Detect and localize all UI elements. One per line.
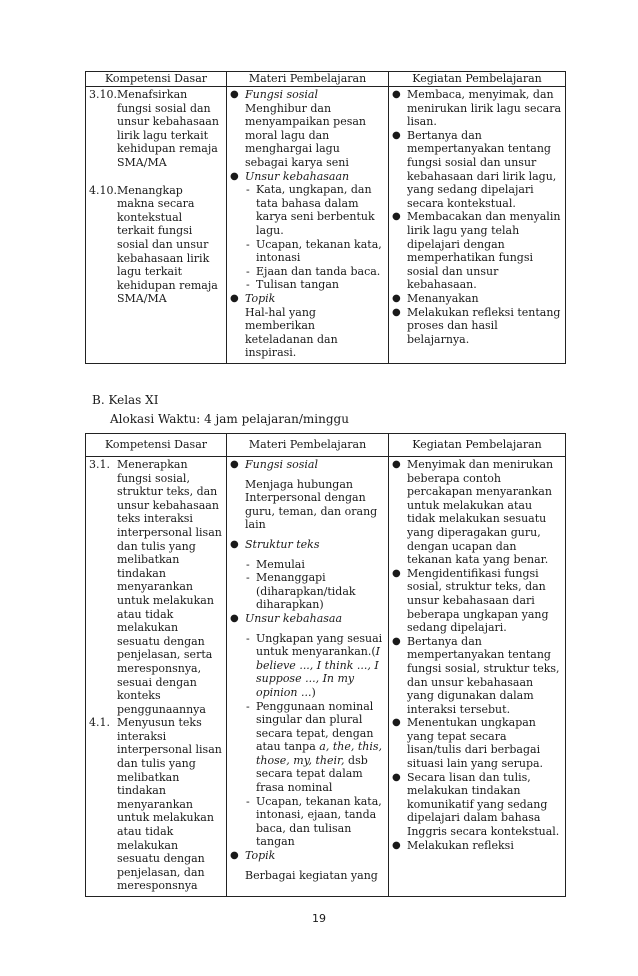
list-item: ● Secara lisan dan tulis, melakukan tindakan komunikatif yang sedang dipelajari dalam bahasa Inggris secara kontekstual.: [392, 770, 560, 839]
materi-subitem: - Ejaan dan tanda baca.: [246, 264, 381, 278]
header-kompetensi: Kompetensi Dasar: [86, 434, 227, 457]
materi-subitem: - Ucapan, tekanan kata, intonasi, ejaan, tanda baca, dan tulisan tangan: [246, 794, 382, 849]
list-item: ● Menyimak dan menirukan beberapa contoh percakapan menyarankan untuk melakukan atau tidak melakukan sesuatu yang diperagakan guru, dengan ucapan dan tekanan kata yang benar.: [392, 458, 554, 567]
table-row: [86, 457, 566, 897]
bullet-icon: ●: [230, 538, 239, 550]
materi-subitem: - Penggunaan nominal singular dan plural secara tepat, dengan atau tanpa a, the, this, those, my, their, dsb secara tepat dalam frasa nominal: [246, 699, 383, 795]
materi-subitem: - Ucapan, tekanan kata, intonasi: [246, 237, 382, 265]
kd-cell: [86, 457, 227, 897]
materi-text: Menghibur dan menyampaikan pesan moral lagu dan menghargai lagu sebagai karya seni: [245, 101, 366, 169]
bullet-icon: ●: [392, 717, 401, 729]
materi-heading: ● Struktur teks: [230, 537, 320, 551]
materi-subitem: - Memulai: [246, 557, 305, 571]
kd-item: [89, 716, 223, 893]
kegiatan-cell: [389, 87, 566, 364]
materi-subitem: - Tulisan tangan: [246, 278, 339, 292]
competency-table-2: [85, 433, 566, 897]
list-item: ● Membaca, menyimak, dan menirukan lirik lagu secara lisan.: [392, 88, 562, 129]
bullet-icon: ●: [392, 129, 401, 141]
page-number: 19: [312, 912, 326, 925]
competency-table-1: [85, 71, 566, 364]
kegiatan-cell: [389, 457, 566, 897]
materi-subitem: - Menanggapi (diharapkan/tidak diharapkan): [246, 571, 356, 612]
header-kompetensi: Kompetensi Dasar: [86, 72, 227, 87]
bullet-icon: ●: [392, 839, 401, 851]
header-kegiatan: Kegiatan Pembelajaran: [389, 434, 566, 457]
kd-text: Menafsirkan fungsi sosial dan unsur kebahasaan lirik lagu terkait kehidupan remaja SMA/MA: [117, 88, 219, 169]
list-item: ● Menanyakan: [392, 291, 479, 305]
list-item: ● Menentukan ungkapan yang tepat secara lisan/tulis dari berbagai situasi lain yang serupa.: [392, 716, 544, 771]
list-item: ● Mengidentifikasi fungsi sosial, struktur teks, dan unsur kebahasaan dari beberapa ungkapan yang sedang dipelajari.: [392, 566, 549, 635]
header-materi: Materi Pembelajaran: [227, 434, 389, 457]
bullet-icon: ●: [230, 89, 239, 100]
kd-item: [89, 458, 223, 716]
bullet-icon: ●: [392, 89, 401, 100]
list-item: ● Melakukan refleksi: [392, 838, 514, 852]
section-heading: B. Kelas XI: [92, 393, 159, 407]
table-row: [86, 87, 566, 364]
materi-subitem: - Ungkapan yang sesuai untuk menyarankan.(I believe ..., I think ..., I suppose ..., In my opinion ...): [246, 631, 383, 699]
table-header-row: [86, 72, 566, 87]
materi-heading: ● Fungsi sosial: [230, 458, 319, 471]
materi-heading: ● Fungsi sosial: [230, 88, 319, 101]
materi-subitem: - Kata, ungkapan, dan tata bahasa dalam karya seni berbentuk lagu.: [246, 183, 375, 237]
materi-text: Berbagai kegiatan yang: [245, 868, 378, 882]
header-materi: Materi Pembelajaran: [227, 72, 389, 87]
list-item: ● Membacakan dan menyalin lirik lagu yang telah dipelajari dengan memperhatikan fungsi sosial dan unsur kebahasaan.: [392, 210, 561, 292]
kd-number: 3.10.: [89, 88, 117, 101]
bullet-icon: ●: [392, 635, 401, 647]
list-item: ● Melakukan refleksi tentang proses dan hasil belajarnya.: [392, 305, 561, 346]
materi-cell: [227, 457, 389, 897]
kd-number: 4.10.: [89, 183, 117, 197]
time-allocation: Alokasi Waktu: 4 jam pelajaran/minggu: [110, 412, 349, 426]
materi-heading: ● Topik: [230, 849, 276, 863]
header-kegiatan: Kegiatan Pembelajaran: [389, 72, 566, 87]
kd-text: Menyusun teks interaksi interpersonal lisan dan tulis yang melibatkan tindakan menyarankan untuk melakukan atau tidak melakukan sesuatu dengan penjelasan, dan meresponsnya: [117, 716, 222, 893]
bullet-icon: ●: [392, 459, 401, 470]
bullet-icon: ●: [230, 292, 239, 304]
list-item: ● Bertanya dan mempertanyakan tentang fungsi sosial dan unsur kebahasaan dari lirik lagu, yang sedang dipelajari secara kontekstual.: [392, 128, 557, 210]
kd-number: 3.1.: [89, 458, 110, 471]
materi-cell: [227, 87, 389, 364]
kd-number: 4.1.: [89, 716, 110, 730]
bullet-icon: ●: [392, 292, 401, 304]
materi-text: Menjaga hubungan Interpersonal dengan guru, teman, dan orang lain: [245, 477, 378, 532]
kd-item: [89, 88, 223, 170]
bullet-icon: ●: [392, 771, 401, 783]
list-item: ● Bertanya dan mempertanyakan tentang fungsi sosial, struktur teks, dan unsur kebahasaan yang digunakan dalam interaksi tersebut.: [392, 634, 560, 716]
table-header-row: [86, 434, 566, 457]
bullet-icon: ●: [230, 170, 239, 182]
materi-heading: ● Unsur kebahasaa: [230, 611, 343, 625]
bullet-icon: ●: [392, 306, 401, 318]
bullet-icon: ●: [392, 211, 401, 223]
kd-text: Menerapkan fungsi sosial, struktur teks, dan unsur kebahasaan teks interaksi interpersonal lisan dan tulis yang melibatkan tindakan menyarankan untuk melakukan atau tidak melakukan sesuatu dengan penjelasan, serta meresponsnya, sesuai dengan konteks penggunaannya: [117, 458, 222, 716]
kd-text: Menangkap makna secara kontekstual terkait fungsi sosial dan unsur kebahasaan lirik lagu terkait kehidupan remaja SMA/MA: [117, 183, 218, 306]
bullet-icon: ●: [230, 459, 239, 470]
materi-text: Hal-hal yang memberikan keteladanan dan inspirasi.: [245, 305, 338, 360]
kd-cell: [86, 87, 227, 364]
bullet-icon: ●: [392, 567, 401, 579]
bullet-icon: ●: [230, 612, 239, 624]
materi-heading: ● Unsur kebahasaan: [230, 169, 350, 183]
bullet-icon: ●: [230, 850, 239, 862]
kd-item: [89, 184, 223, 306]
materi-heading: ● Topik: [230, 291, 276, 305]
